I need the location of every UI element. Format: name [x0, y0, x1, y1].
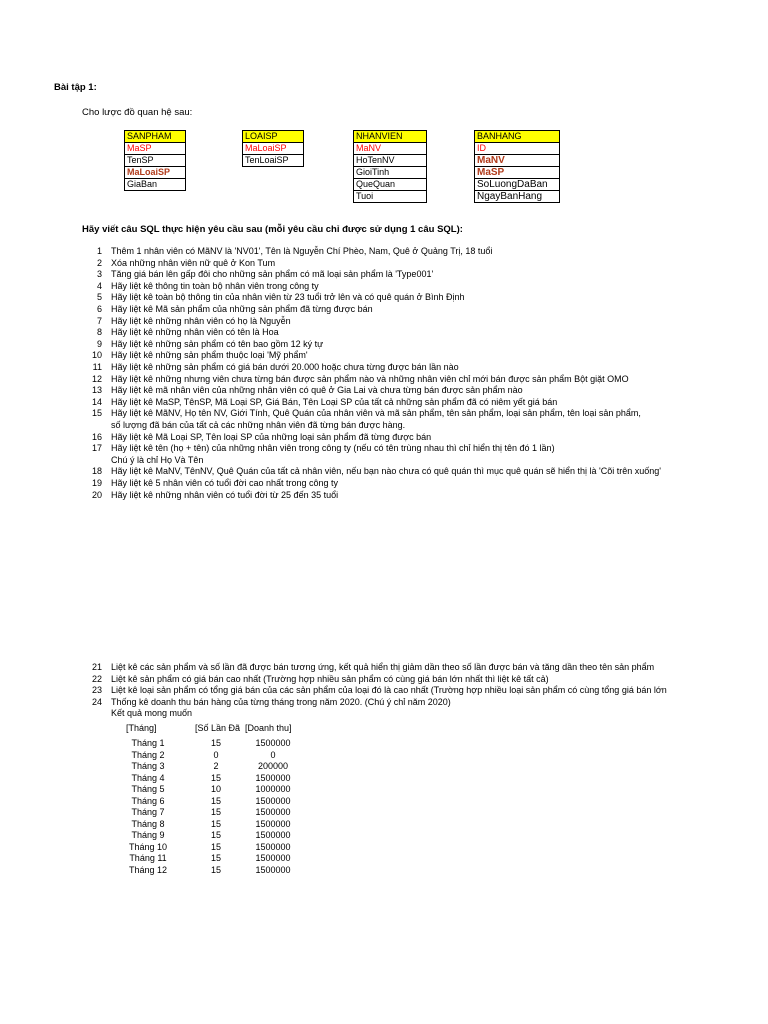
result-cell-count: 10	[210, 784, 221, 794]
result-cell-revenue: 1500000	[255, 795, 291, 806]
question-text: Hãy liệt kê Mã sản phẩm của những sản phẩm đã từng được bán	[111, 304, 373, 314]
result-cell-month: Tháng 5	[131, 784, 165, 794]
table-field: SoLuongDaBan	[475, 179, 560, 191]
result-cell-revenue: 200000	[257, 761, 289, 771]
question-number: 19	[91, 478, 102, 488]
result-cell-revenue: 1500000	[255, 853, 291, 863]
question-number: 14	[91, 396, 102, 407]
question-number: 18	[91, 466, 102, 477]
table-field: QueQuan	[354, 179, 427, 191]
question-text: Xóa những nhân viên nữ quê ở Kon Tum	[111, 257, 276, 268]
result-cell-month: Tháng 2	[131, 749, 165, 760]
table-name: NHANVIEN	[354, 131, 427, 143]
result-cell-month: Tháng 8	[131, 818, 165, 829]
result-cell-month: Tháng 9	[131, 830, 165, 840]
result-cell-count: 15	[210, 818, 221, 829]
question-number: 12	[91, 373, 102, 384]
result-cell-count: 15	[210, 830, 221, 840]
table-nhanvien	[353, 130, 427, 203]
table-name: LOAISP	[243, 131, 304, 143]
table-field: GioiTinh	[354, 167, 427, 179]
question-text: Hãy liệt kê những nhân viên có tên là Hoa	[111, 327, 279, 338]
question-text: Hãy liệt kê MãNV, Họ tên NV, Giới Tính, Quê Quán của nhân viên và mã sản phẩm, tên sản phẩm, loại sản phẩm, tên loại sản phẩm,	[111, 408, 641, 419]
exercise-title: Bài tập 1:	[54, 82, 97, 93]
table-sanpham	[124, 130, 186, 191]
table-field: MaSP	[475, 167, 560, 179]
question-number: 21	[91, 662, 102, 672]
result-cell-count: 2	[213, 761, 219, 771]
result-cell-count: 15	[210, 841, 221, 852]
question-text: Hãy liệt kê toàn bộ thông tin của nhân viên từ 23 tuổi trở lên và có quê quán ở Bình Định	[111, 292, 465, 303]
table-name: SANPHAM	[125, 131, 186, 143]
result-cell-revenue: 1500000	[255, 772, 291, 783]
result-cell-month: Tháng 4	[131, 772, 165, 783]
result-header: [Tháng]	[126, 723, 157, 733]
question-number: 7	[96, 315, 102, 326]
question-text: Hãy liệt kê 5 nhân viên có tuổi đời cao nhất trong công ty	[111, 478, 339, 488]
question-text: Hãy liệt kê MaSP, TênSP, Mã Loại SP, Giá Bán, Tên Loại SP của tất cả những sản phẩm đã có niêm yết giá bán	[111, 396, 558, 407]
question-number: 5	[96, 292, 102, 303]
result-cell-month: Tháng 3	[131, 761, 165, 771]
question-text: Hãy liệt kê những sản phẩm có tên bao gồm 12 ký tự	[111, 338, 324, 349]
question-text: Hãy liệt kê những nhưng viên chưa từng bán được sản phẩm nào và những nhân viên chỉ mới bán được sản phẩm Bột giặt OMO	[111, 373, 629, 384]
question-number: 3	[96, 269, 102, 280]
question-text: Kết quả mong muốn	[111, 708, 193, 719]
table-name: BANHANG	[475, 131, 560, 143]
question-text: Hãy liệt kê những sản phẩm thuộc loại 'Mỹ phẩm'	[111, 350, 308, 361]
question-text: số lượng đã bán của tất cả các những nhân viên đã từng bán được hàng.	[111, 420, 406, 430]
table-field: TenLoaiSP	[243, 155, 304, 167]
question-text: Thống kê doanh thu bán hàng của từng tháng trong năm 2020. (Chú ý chỉ năm 2020)	[111, 696, 451, 707]
table-field: HoTenNV	[354, 155, 427, 167]
questions-heading: Hãy viết câu SQL thực hiện yêu cầu sau (mỗi yêu cầu chỉ được sử dụng 1 câu SQL):	[82, 224, 463, 235]
result-cell-month: Tháng 7	[131, 807, 165, 817]
result-cell-revenue: 1000000	[255, 784, 291, 794]
table-banhang	[474, 130, 560, 203]
question-number: 4	[96, 280, 102, 291]
question-text: Tăng giá bán lên gấp đôi cho những sản phẩm có mã loại sản phẩm là 'Type001'	[111, 269, 434, 280]
question-text: Hãy liệt kê những sản phẩm có giá bán dưới 20.000 hoặc chưa từng được bán lần nào	[111, 362, 459, 372]
question-number: 22	[91, 673, 102, 684]
result-cell-month: Tháng 1	[131, 738, 165, 748]
table-field: MaLoaiSP	[125, 167, 186, 179]
question-number: 13	[91, 385, 102, 396]
question-number: 6	[96, 304, 102, 314]
result-cell-revenue: 1500000	[255, 818, 291, 829]
question-number: 11	[92, 362, 102, 372]
question-number: 17	[91, 443, 102, 454]
question-text: Liệt kê các sản phẩm và số lần đã được bán tương ứng, kết quả hiển thị giảm dần theo số lần được bán và tăng dần theo tên sản phẩm	[111, 662, 655, 672]
intro-text: Cho lược đồ quan hệ sau:	[82, 107, 193, 118]
question-text: Hãy liệt kê MaNV, TênNV, Quê Quán của tất cả nhân viên, nếu bạn nào chưa có quê quán thì mục quê quán sẽ hiển thị là 'Cõi trên xuống'	[111, 466, 661, 477]
result-cell-revenue: 0	[270, 749, 276, 760]
result-cell-month: Tháng 12	[128, 864, 168, 875]
question-text: Thêm 1 nhân viên có MãNV là 'NV01', Tên là Nguyễn Chí Phèo, Nam, Quê ở Quảng Trị, 18 tuổi	[111, 246, 493, 256]
result-cell-month: Tháng 10	[128, 841, 168, 852]
question-number: 10	[91, 350, 102, 361]
result-cell-count: 15	[210, 795, 221, 806]
question-text: Hãy liệt kê những nhân viên có tuổi đời từ 25 đến 35 tuổi	[111, 489, 339, 500]
question-number: 2	[96, 257, 102, 268]
result-cell-month: Tháng 6	[131, 795, 165, 806]
question-text: Chú ý là chỉ Họ Và Tên	[111, 454, 204, 465]
result-cell-count: 15	[210, 853, 221, 863]
question-text: Hãy liệt kê thông tin toàn bộ nhân viên trong công ty	[111, 280, 319, 291]
table-field: GiaBan	[125, 179, 186, 191]
table-field: MaNV	[475, 155, 560, 167]
result-cell-month: Tháng 11	[129, 853, 167, 863]
question-number: 24	[91, 696, 102, 707]
result-cell-revenue: 1500000	[255, 841, 291, 852]
question-number: 8	[96, 327, 102, 338]
table-field: MaLoaiSP	[243, 143, 304, 155]
table-field: Tuoi	[354, 191, 427, 203]
result-cell-revenue: 1500000	[255, 807, 291, 817]
result-cell-count: 15	[210, 807, 221, 817]
table-loaisp	[242, 130, 304, 167]
result-header: [Số Lần Đã	[195, 723, 241, 733]
table-field: NgayBanHang	[475, 191, 560, 203]
question-text: Hãy liệt kê Mã Loại SP, Tên loại SP của những loại sản phẩm đã từng được bán	[111, 431, 432, 442]
question-number: 16	[91, 431, 102, 442]
question-number: 9	[96, 338, 102, 349]
question-text: Liệt kê sản phẩm có giá bán cao nhất (Trường hợp nhiều sản phẩm có cùng giá bán lớn nhất thì liệt kê tất cả)	[111, 673, 549, 684]
result-cell-revenue: 1500000	[255, 830, 291, 840]
table-field: ID	[475, 143, 560, 155]
result-cell-revenue: 1500000	[255, 864, 291, 875]
question-number: 15	[91, 408, 102, 419]
result-cell-count: 15	[210, 772, 221, 783]
question-text: Hãy liệt kê mã nhân viên của những nhân viên có quê ở Gia Lai và chưa từng bán được sản phẩm nào	[111, 385, 523, 396]
question-text: Hãy liệt kê những nhân viên có họ là Nguyễn	[111, 315, 291, 326]
result-cell-count: 15	[210, 738, 221, 748]
result-cell-count: 0	[213, 749, 219, 760]
question-text: Liệt kê loại sản phẩm có tổng giá bán của các sản phẩm của loại đó là cao nhất (Trường hợp nhiều loại sản phẩm có cùng tổng giá bán lớn	[111, 685, 667, 696]
result-cell-count: 15	[210, 864, 221, 875]
table-field: MaSP	[125, 143, 186, 155]
question-number: 20	[91, 489, 102, 500]
result-header: [Doanh thu]	[245, 723, 292, 733]
question-number: 1	[96, 246, 102, 256]
question-number: 23	[91, 685, 102, 696]
question-text: Hãy liệt kê tên (họ + tên) của những nhân viên trong công ty (nếu có tên trùng nhau thì chỉ hiển thị tên đó 1 lần)	[111, 443, 555, 454]
table-field: MaNV	[354, 143, 427, 155]
result-cell-revenue: 1500000	[255, 738, 291, 748]
table-field: TenSP	[125, 155, 186, 167]
